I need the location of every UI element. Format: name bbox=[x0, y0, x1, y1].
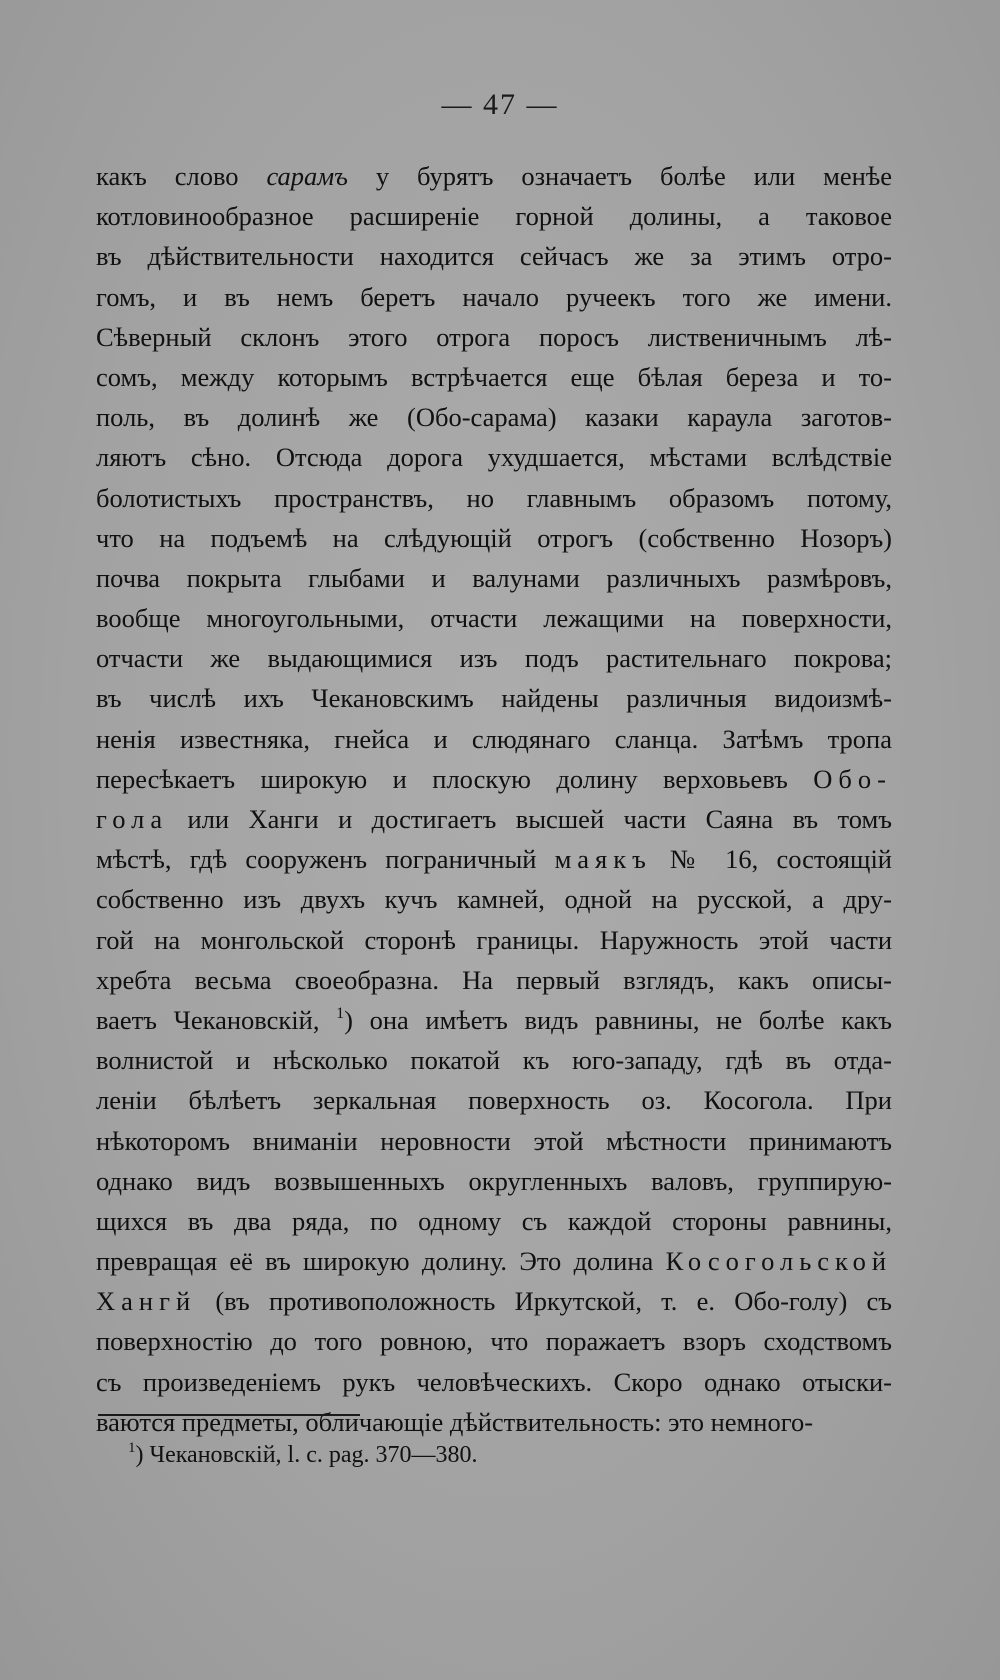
text-line: щихся въ два ряда, по одному съ каждой стороны равнины, bbox=[96, 1205, 892, 1236]
body-text bbox=[96, 156, 892, 1442]
text-line: что на подъемѣ на слѣдующій отрогъ (собственно Нозоръ) bbox=[96, 522, 892, 553]
text-fragment: ваетъ Чекановскій, bbox=[96, 1004, 337, 1035]
spaced-term: маякъ bbox=[554, 844, 652, 875]
text-line: сомъ, между которымъ встрѣчается еще бѣлая береза и то- bbox=[96, 361, 892, 392]
text-line bbox=[96, 156, 892, 196]
text-line: волнистой и нѣсколько покатой къ юго-западу, гдѣ въ отда- bbox=[96, 1045, 892, 1076]
text-line: вообще многоугольными, отчасти лежащими на поверхности, bbox=[96, 603, 892, 634]
text-line bbox=[96, 1000, 892, 1040]
text-line: въ числѣ ихъ Чекановскимъ найдены различныя видоизмѣ- bbox=[96, 683, 892, 714]
footnote-text: ) Чекановскій, l. c. pag. 370—380. bbox=[135, 1442, 478, 1468]
text-fragment: превращая её въ широкую долину. Это долина bbox=[96, 1246, 666, 1277]
text-line bbox=[96, 799, 892, 839]
text-fragment: пересѣкаетъ широкую и плоскую долину верховьевъ bbox=[96, 763, 814, 794]
spaced-term: Обо- bbox=[813, 763, 892, 794]
text-line: отчасти же выдающимися изъ подъ растительнаго покрова; bbox=[96, 643, 892, 674]
text-line: съ произведеніемъ рукъ человѣческихъ. Скоро однако отыски- bbox=[96, 1366, 892, 1397]
italic-term: сарамъ bbox=[266, 161, 348, 191]
text-line: хребта весьма своеобразна. На первый взглядъ, какъ описы- bbox=[96, 964, 892, 995]
text-line: котловинообразное расширеніе горной долины, а таковое bbox=[96, 201, 892, 232]
text-line: болотистыхъ пространствъ, но главнымъ образомъ потому, bbox=[96, 482, 892, 513]
footnote bbox=[128, 1440, 478, 1473]
text-line: почва покрыта глыбами и валунами различныхъ размѣровъ, bbox=[96, 562, 892, 593]
text-line bbox=[96, 1241, 892, 1281]
text-line: гой на монгольской сторонѣ границы. Наружность этой части bbox=[96, 924, 892, 955]
text-line: ляютъ сѣно. Отсюда дорога ухудшается, мѣстами вслѣдствіе bbox=[96, 442, 892, 473]
spaced-term: гола bbox=[96, 804, 169, 834]
text-line: собственно изъ двухъ кучъ камней, одной на русской, а дру- bbox=[96, 884, 892, 915]
text-fragment: (въ противоположность Иркутской, т. е. Обо-голу) съ bbox=[196, 1286, 892, 1317]
text-line: гомъ, и въ немъ беретъ начало ручеекъ того же имени. bbox=[96, 281, 892, 312]
text-line: въ дѣйствительности находится сейчасъ же за этимъ отро- bbox=[96, 241, 892, 272]
text-line bbox=[96, 759, 892, 799]
text-line: поверхностію до того ровною, что поражаетъ взоръ сходствомъ bbox=[96, 1326, 892, 1357]
text-fragment: № 16, состоящій bbox=[651, 844, 892, 875]
text-line: поль, въ долинѣ же (Обо-сарама) казаки караула заготов- bbox=[96, 402, 892, 433]
text-line: Сѣверный склонъ этого отрога поросъ лиственичнымъ лѣ- bbox=[96, 321, 892, 352]
page-number: — 47 — bbox=[441, 88, 559, 121]
spaced-term: Косогольской bbox=[665, 1246, 892, 1277]
text-line: ненія известняка, гнейса и слюдянаго сланца. Затѣмъ тропа bbox=[96, 723, 892, 754]
text-line: леніи бѣлѣетъ зеркальная поверхность оз. Косогола. При bbox=[96, 1085, 892, 1116]
text-line: ваются предметы, обличающіе дѣйствительность: это немного- bbox=[96, 1406, 814, 1437]
text-line bbox=[96, 1281, 892, 1321]
text-fragment: мѣстѣ, гдѣ сооруженъ пограничный bbox=[96, 844, 555, 875]
footnote-rule bbox=[98, 1414, 360, 1416]
spaced-term: Хангй bbox=[96, 1286, 197, 1317]
footnote-marker: 1 bbox=[128, 1440, 136, 1456]
text-fragment: ) она имѣетъ видъ равнины, не болѣе какъ bbox=[344, 1004, 892, 1035]
text-line: нѣкоторомъ вниманіи неровности этой мѣстности принимаютъ bbox=[96, 1125, 892, 1156]
text-fragment: или Ханги и достигаетъ высшей части Саяна въ томъ bbox=[168, 804, 892, 834]
footnote-reference[interactable]: 1 bbox=[336, 1004, 345, 1022]
text-line bbox=[96, 839, 892, 879]
text-fragment: какъ слово bbox=[96, 161, 267, 191]
text-line: однако видъ возвышенныхъ округленныхъ валовъ, группирую- bbox=[96, 1165, 892, 1196]
text-fragment: у бурятъ означаетъ болѣе или менѣе bbox=[347, 161, 892, 191]
